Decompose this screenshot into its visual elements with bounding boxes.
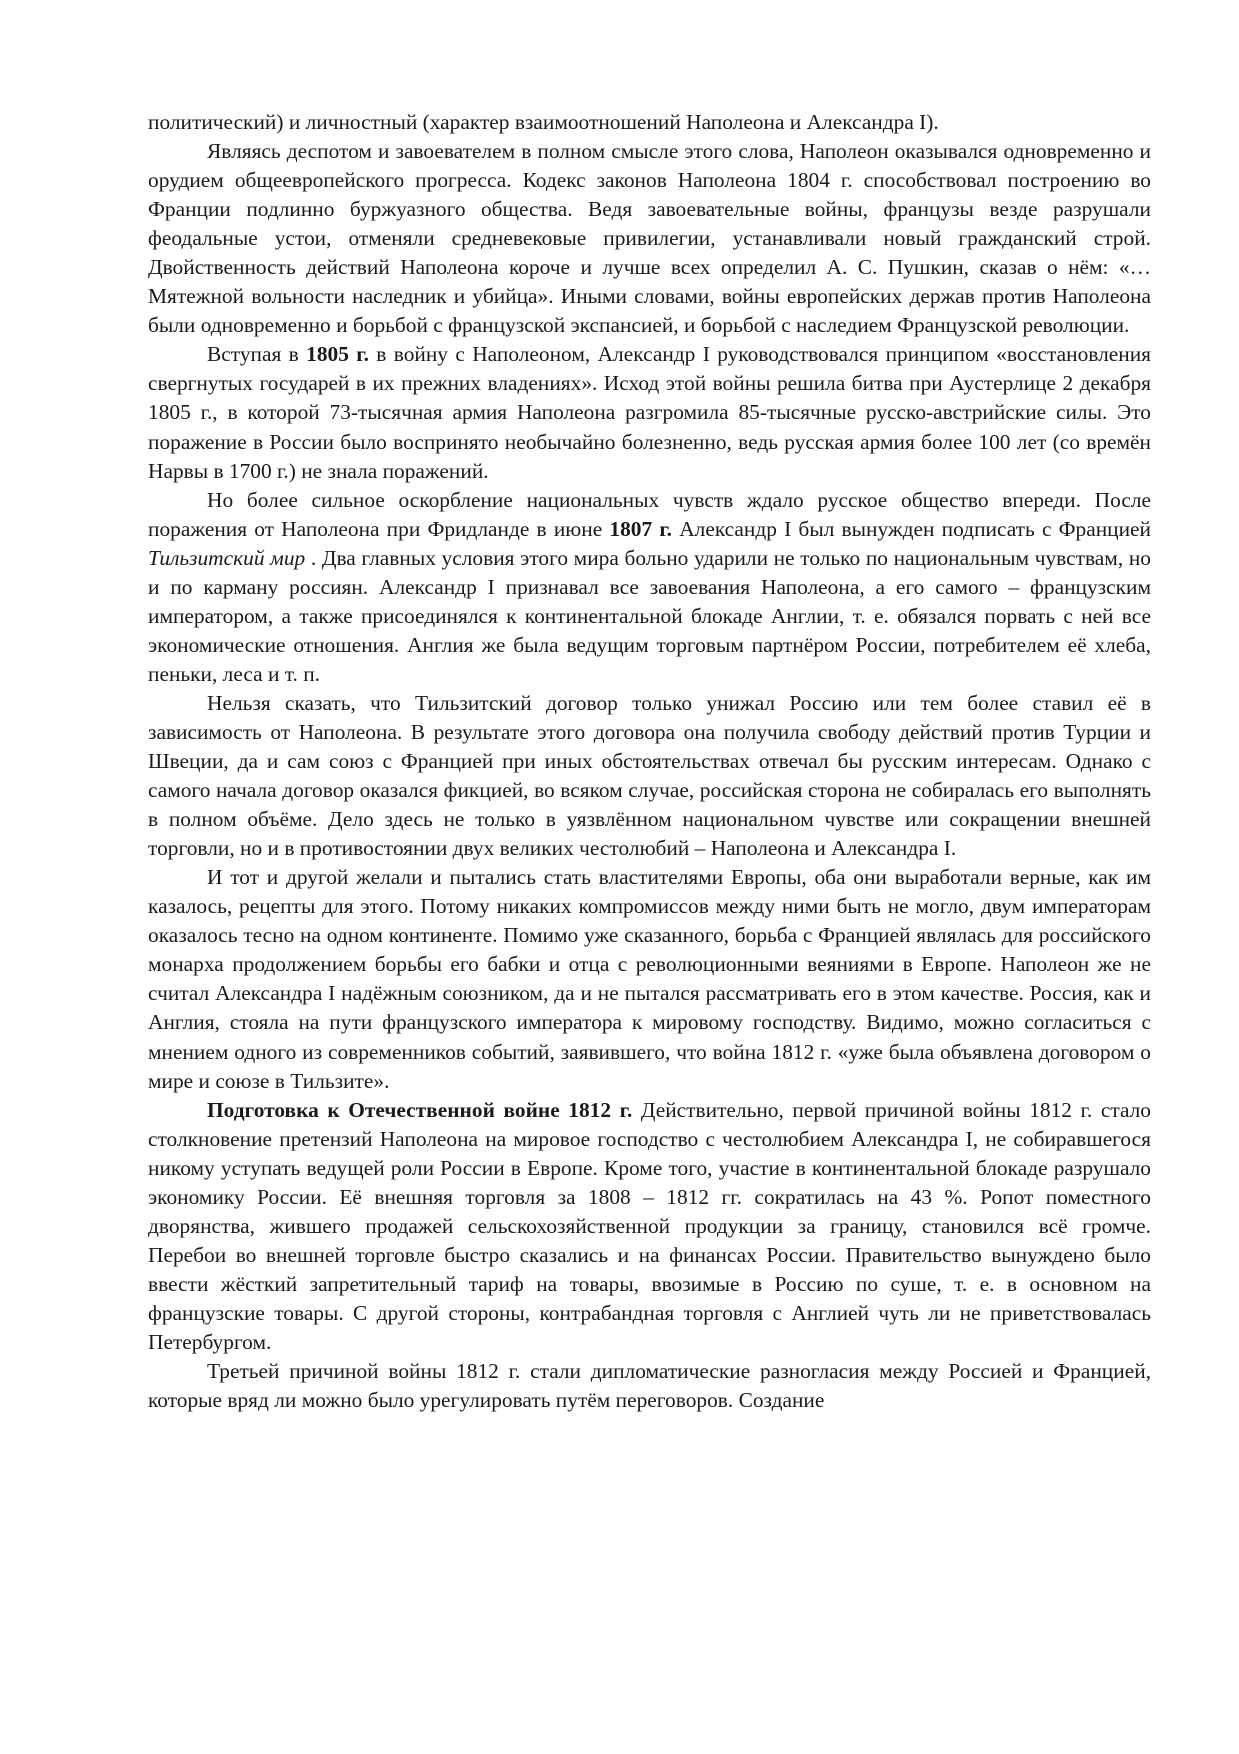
- document-page: [148, 108, 1151, 1415]
- tilsit-peace-italic: Тильзитский мир: [148, 545, 306, 570]
- text-run: Действительно, первой причиной войны 1812 г. стало столкновение претензий Наполеона на мировое господство с честолюбием Александра I, не собиравшегося никому уступать ведущей роли России в Европе. Кроме того, участие в континентальной блокаде разрушало экономику России. Её внешняя торговля за 1808 – 1812 гг. сократилась на 43 %. Ропот поместного дворянства, жившего продажей сельскохозяйственной продукции за границу, становился всё громче. Перебои во внешней торговле быстро сказались и на финансах России. Правительство вынуждено было ввести жёсткий запретительный тариф на товары, ввозимые в Россию по суше, т. е. в основном на французские товары. С другой стороны, контрабандная торговля с Англией чуть ли не приветствовалась Петербургом.: [148, 1097, 1151, 1354]
- paragraph-tilsit-treaty: Нельзя сказать, что Тильзитский договор только унижал Россию или тем более ставил её в зависимость от Наполеона. В результате этого договора она получила свободу действий против Турции и Швеции, да и сам союз с Францией при иных обстоятельствах отвечал бы русским интересам. Однако с самого начала договор оказался фикцией, во всяком случае, российская сторона не собиралась его выполнять в полном объёме. Дело здесь не только в уязвлённом национальном чувстве или сокращении внешней торговли, но и в противостоянии двух великих честолюбий – Наполеона и Александра I.: [148, 690, 1151, 861]
- section-heading-preparation: Подготовка к Отечественной войне 1812 г.: [207, 1097, 633, 1122]
- text-run: Но более сильное оскорбление национальных чувств ждало русское общество впереди. После поражения от Наполеона при Фридланде в июне: [148, 487, 1151, 541]
- paragraph-continuation: политический) и личностный (характер взаимоотношений Наполеона и Александра I).: [148, 110, 939, 134]
- text-run: . Два главных условия этого мира больно ударили не только по национальным чувствам, но и по карману россиян. Александр I признавал все завоевания Наполеона, а его самого – французским императором, а также присоединялся к континентальной блокаде Англии, т. е. обязался порвать с ней все экономические отношения. Англия же была ведущим торговым партнёром России, потребителем её хлеба, пеньки, леса и т. п.: [148, 545, 1151, 686]
- year-1807-bold: 1807 г.: [609, 516, 673, 541]
- paragraph-third-cause: Третьей причиной войны 1812 г. стали дипломатические разногласия между Россией и Францией, которые вряд ли можно было урегулировать путём переговоров. Создание: [148, 1359, 1151, 1413]
- paragraph-war-preparation: [148, 1096, 1151, 1357]
- year-1805-bold: 1805 г.: [306, 342, 369, 367]
- paragraph-napoleon-progress: Являясь деспотом и завоевателем в полном смысле этого слова, Наполеон оказывался одновременно и орудием общеевропейского прогресса. Кодекс законов Наполеона 1804 г. способствовал построению во Франции подлинно буржуазного общества. Ведя завоевательные войны, французы везде разрушали феодальные устои, отменяли средневековые привилегии, устанавливали новый гражданский строй. Двойственность действий Наполеона короче и лучше всех определил А. С. Пушкин, сказав о нём: «…Мятежной вольности наследник и убийца». Иными словами, войны европейских держав против Наполеона были одновременно и борьбой с французской экспансией, и борьбой с наследием Французской революции.: [148, 139, 1151, 338]
- text-run: Александр I был вынужден подписать с Францией: [672, 516, 1151, 541]
- text-run: Вступая в: [207, 342, 307, 367]
- paragraph-two-emperors: И тот и другой желали и пытались стать властителями Европы, оба они выработали верные, как им казалось, рецепты для этого. Потому никаких компромиссов между ними быть не могло, двум императорам оказалось тесно на одном континенте. Помимо уже сказанного, борьба с Францией являлась для российского монарха продолжением борьбы его бабки и отца с революционными веяниями в Европе. Наполеон же не считал Александра I надёжным союзником, да и не пытался рассматривать его в этом качестве. Россия, как и Англия, стояла на пути французского императора к мировому господству. Видимо, можно согласиться с мнением одного из современников событий, заявившего, что война 1812 г. «уже была объявлена договором о мире и союзе в Тильзите».: [148, 865, 1151, 1093]
- paragraph-tilsit-peace: [148, 486, 1151, 689]
- paragraph-war-1805: [148, 340, 1151, 485]
- text-run: в войну с Наполеоном, Александр I руководствовался принципом «восстановления свергнутых государей в их прежних владениях». Исход этой войны решила битва при Аустерлице 2 декабря 1805 г., в которой 73-тысячная армия Наполеона разгромила 85-тысячные русско-австрийские силы. Это поражение в России было воспринято необычайно болезненно, ведь русская армия более 100 лет (со времён Нарвы в 1700 г.) не знала поражений.: [148, 342, 1151, 483]
